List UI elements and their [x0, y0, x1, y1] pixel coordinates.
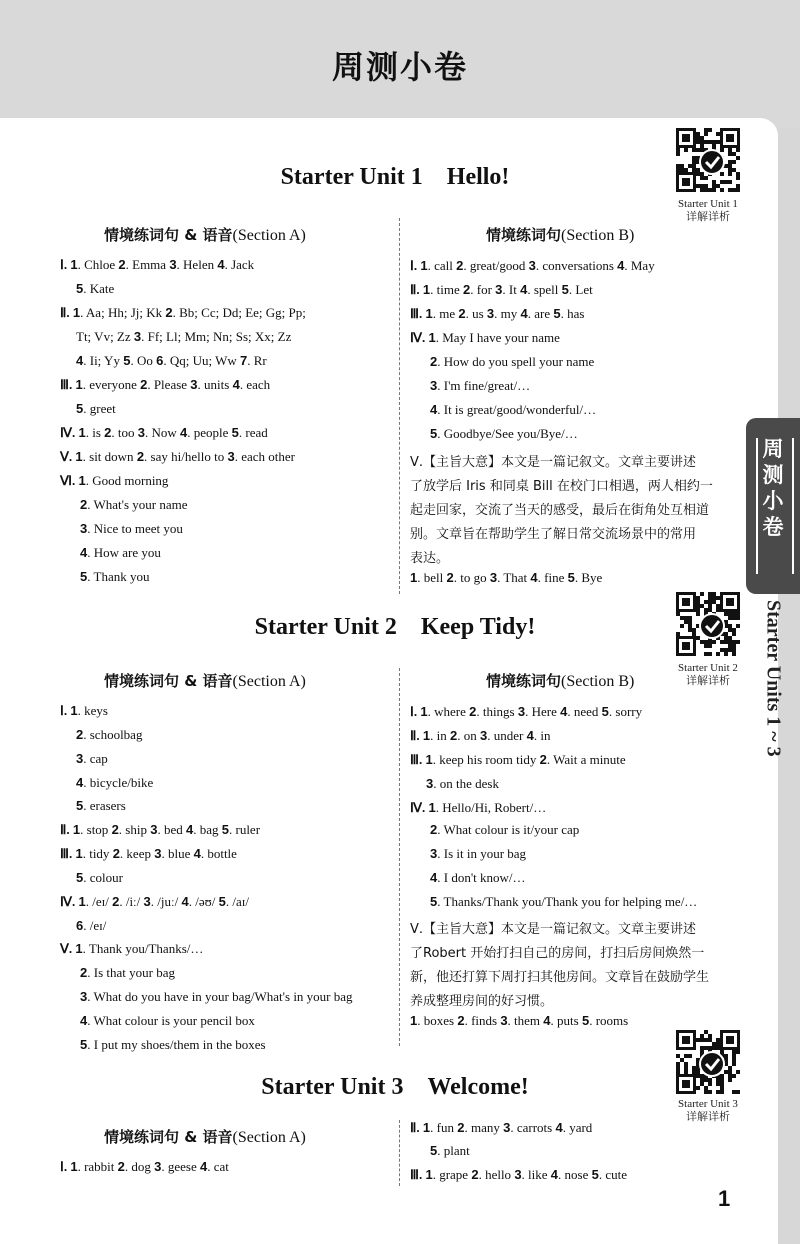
u1-b-answer-line: 起走回家，交流了当天的感受，最后在街角处互相道 [410, 503, 710, 518]
u1-a-answer-line: Ⅱ. 1. Aa; Hh; Jj; Kk 2. Bb; Cc; Dd; Ee; Gg; Pp; [60, 305, 306, 320]
u1-b-answer-line: Ⅰ. 1. call 2. great/good 3. conversations 4. May [410, 258, 655, 273]
u1-a-answer-line: Tt; Vv; Zz 3. Ff; Ll; Mm; Nn; Ss; Xx; Zz [76, 329, 292, 344]
u2-a-answer-line: 2. schoolbag [76, 727, 143, 742]
u1-b-answer-line: Ⅴ.【主旨大意】本文是一篇记叙文。文章主要讲述 [410, 455, 697, 470]
u2-a-answer-line: Ⅳ. 1. /eɪ/ 2. /iː/ 3. /juː/ 4. /əʊ/ 5. /aɪ/ [60, 894, 249, 909]
u1-a-answer-line: Ⅲ. 1. everyone 2. Please 3. units 4. each [60, 377, 271, 392]
u2-b-answer-line: 3. on the desk [426, 776, 499, 791]
u2-a-answer-line: Ⅱ. 1. stop 2. ship 3. bed 4. bag 5. ruler [60, 822, 261, 837]
u2-b-answer-line: 4. I don't know/… [430, 870, 526, 885]
u1-a-answer-line: 4. How are you [80, 545, 161, 560]
u1-a-answer-line: Ⅴ. 1. sit down 2. say hi/hello to 3. each other [60, 449, 295, 464]
u1-b-answer-line: 1. bell 2. to go 3. That 4. fine 5. Bye [410, 570, 603, 585]
u1-b-answer-line: 别。文章旨在帮助学生了解日常交流场景中的常用 [410, 527, 697, 542]
u2-b-answer-line: 新，他还打算下周打扫其他房间。文章旨在鼓励学生 [410, 970, 710, 985]
u1-a-answer-line: Ⅵ. 1. Good morning [60, 473, 169, 488]
unit-3-section-a-heading: 情境练词句 & 语音(Section A) [104, 1128, 306, 1146]
u2-b-answer-line: Ⅰ. 1. where 2. things 3. Here 4. need 5. sorry [410, 704, 643, 719]
u1-a-answer-line: Ⅳ. 1. is 2. too 3. Now 4. people 5. read [60, 425, 268, 440]
u2-b-answer-line: Ⅲ. 1. keep his room tidy 2. Wait a minute [410, 752, 626, 767]
qr-code-unit-1-icon[interactable] [676, 128, 740, 192]
u1-b-answer-line: Ⅳ. 1. May I have your name [410, 330, 560, 345]
u3-b-answer-line: Ⅲ. 1. grape 2. hello 3. like 4. nose 5. cute [410, 1167, 628, 1182]
qr-code-unit-3-icon[interactable] [676, 1030, 740, 1094]
qr-caption-unit-1: Starter Unit 1 详解详析 [678, 198, 738, 223]
column-divider [399, 1120, 400, 1186]
u2-a-answer-line: 6. /eɪ/ [76, 918, 107, 933]
u2-a-answer-line: Ⅲ. 1. tidy 2. keep 3. blue 4. bottle [60, 846, 237, 861]
u2-a-answer-line: Ⅰ. 1. keys [60, 703, 108, 718]
unit-2-title: Starter Unit 2 Keep Tidy! [254, 614, 536, 640]
side-tab[interactable] [746, 418, 800, 594]
u3-a-answer-line: Ⅰ. 1. rabbit 2. dog 3. geese 4. cat [60, 1159, 229, 1174]
side-tab-title: 周 测 小 卷 [762, 437, 784, 539]
u1-a-answer-line: 5. Thank you [80, 569, 150, 584]
u2-a-answer-line: Ⅴ. 1. Thank you/Thanks/… [60, 941, 204, 956]
unit-1-section-b-heading: 情境练词句(Section B) [486, 226, 635, 244]
u1-b-answer-line: 了放学后 Iris 和同桌 Bill 在校门口相遇，两人相约一 [410, 479, 713, 494]
column-divider [399, 218, 400, 594]
unit-3-title: Starter Unit 3 Welcome! [261, 1074, 529, 1100]
u2-b-answer-line: Ⅴ.【主旨大意】本文是一篇记叙文。文章主要讲述 [410, 922, 697, 937]
u2-b-answer-line: 5. Thanks/Thank you/Thank you for helping me/… [430, 894, 698, 909]
u2-a-answer-line: 4. bicycle/bike [76, 775, 154, 790]
u2-b-answer-line: 1. boxes 2. finds 3. them 4. puts 5. rooms [410, 1013, 629, 1028]
u1-b-answer-line: 3. I'm fine/great/… [430, 378, 531, 393]
unit-2-section-b-heading: 情境练词句(Section B) [486, 672, 635, 690]
u1-b-answer-line: Ⅱ. 1. time 2. for 3. It 4. spell 5. Let [410, 282, 593, 297]
u3-b-answer-line: Ⅱ. 1. fun 2. many 3. carrots 4. yard [410, 1120, 593, 1135]
u2-b-answer-line: 3. Is it in your bag [430, 846, 527, 861]
u1-a-answer-line: Ⅰ. 1. Chloe 2. Emma 3. Helen 4. Jack [60, 257, 255, 272]
u1-a-answer-line: 2. What's your name [80, 497, 188, 512]
u1-a-answer-line: 3. Nice to meet you [80, 521, 183, 536]
u2-b-answer-line: Ⅳ. 1. Hello/Hi, Robert/… [410, 800, 547, 815]
u3-b-answer-line: 5. plant [430, 1143, 470, 1158]
u2-b-answer-line: 了Robert 开始打扫自己的房间，打扫后房间焕然一 [410, 946, 705, 961]
u2-b-answer-line: 养成整理房间的好习惯。 [410, 994, 554, 1009]
page-number: 1 [718, 1186, 731, 1211]
u1-a-answer-line: 5. greet [76, 401, 116, 416]
u2-a-answer-line: 5. colour [76, 870, 123, 885]
u1-a-answer-line: 5. Kate [76, 281, 115, 296]
u2-b-answer-line: Ⅱ. 1. in 2. on 3. under 4. in [410, 728, 551, 743]
unit-1-title: Starter Unit 1 Hello! [280, 164, 510, 190]
qr-code-unit-2-icon[interactable] [676, 592, 740, 656]
unit-1-section-a-heading: 情境练词句 & 语音(Section A) [104, 226, 306, 244]
u1-b-answer-line: Ⅲ. 1. me 2. us 3. my 4. are 5. has [410, 306, 585, 321]
u1-b-answer-line: 4. It is great/good/wonderful/… [430, 402, 597, 417]
u2-a-answer-line: 3. What do you have in your bag/What's in your bag [80, 989, 353, 1004]
qr-caption-unit-2: Starter Unit 2 详解详析 [678, 662, 738, 687]
u1-b-answer-line: 表达。 [410, 551, 450, 566]
u1-b-answer-line: 5. Goodbye/See you/Bye/… [430, 426, 578, 441]
u2-a-answer-line: 4. What colour is your pencil box [80, 1013, 255, 1028]
u2-a-answer-line: 5. erasers [76, 798, 126, 813]
u2-b-answer-line: 2. What colour is it/your cap [430, 822, 580, 837]
u2-a-answer-line: 3. cap [76, 751, 108, 766]
u1-a-answer-line: 4. Ii; Yy 5. Oo 6. Qq; Uu; Ww 7. Rr [76, 353, 267, 368]
column-divider [399, 668, 400, 1046]
header-title: 周测小卷 [331, 48, 468, 86]
u2-a-answer-line: 2. Is that your bag [80, 965, 175, 980]
unit-2-section-a-heading: 情境练词句 & 语音(Section A) [104, 672, 306, 690]
u2-a-answer-line: 5. I put my shoes/them in the boxes [80, 1037, 266, 1052]
u1-b-answer-line: 2. How do you spell your name [430, 354, 595, 369]
qr-caption-unit-3: Starter Unit 3 详解详析 [678, 1098, 738, 1123]
side-tab-subtitle: Starter Units 1 ~ 3 [762, 600, 785, 757]
